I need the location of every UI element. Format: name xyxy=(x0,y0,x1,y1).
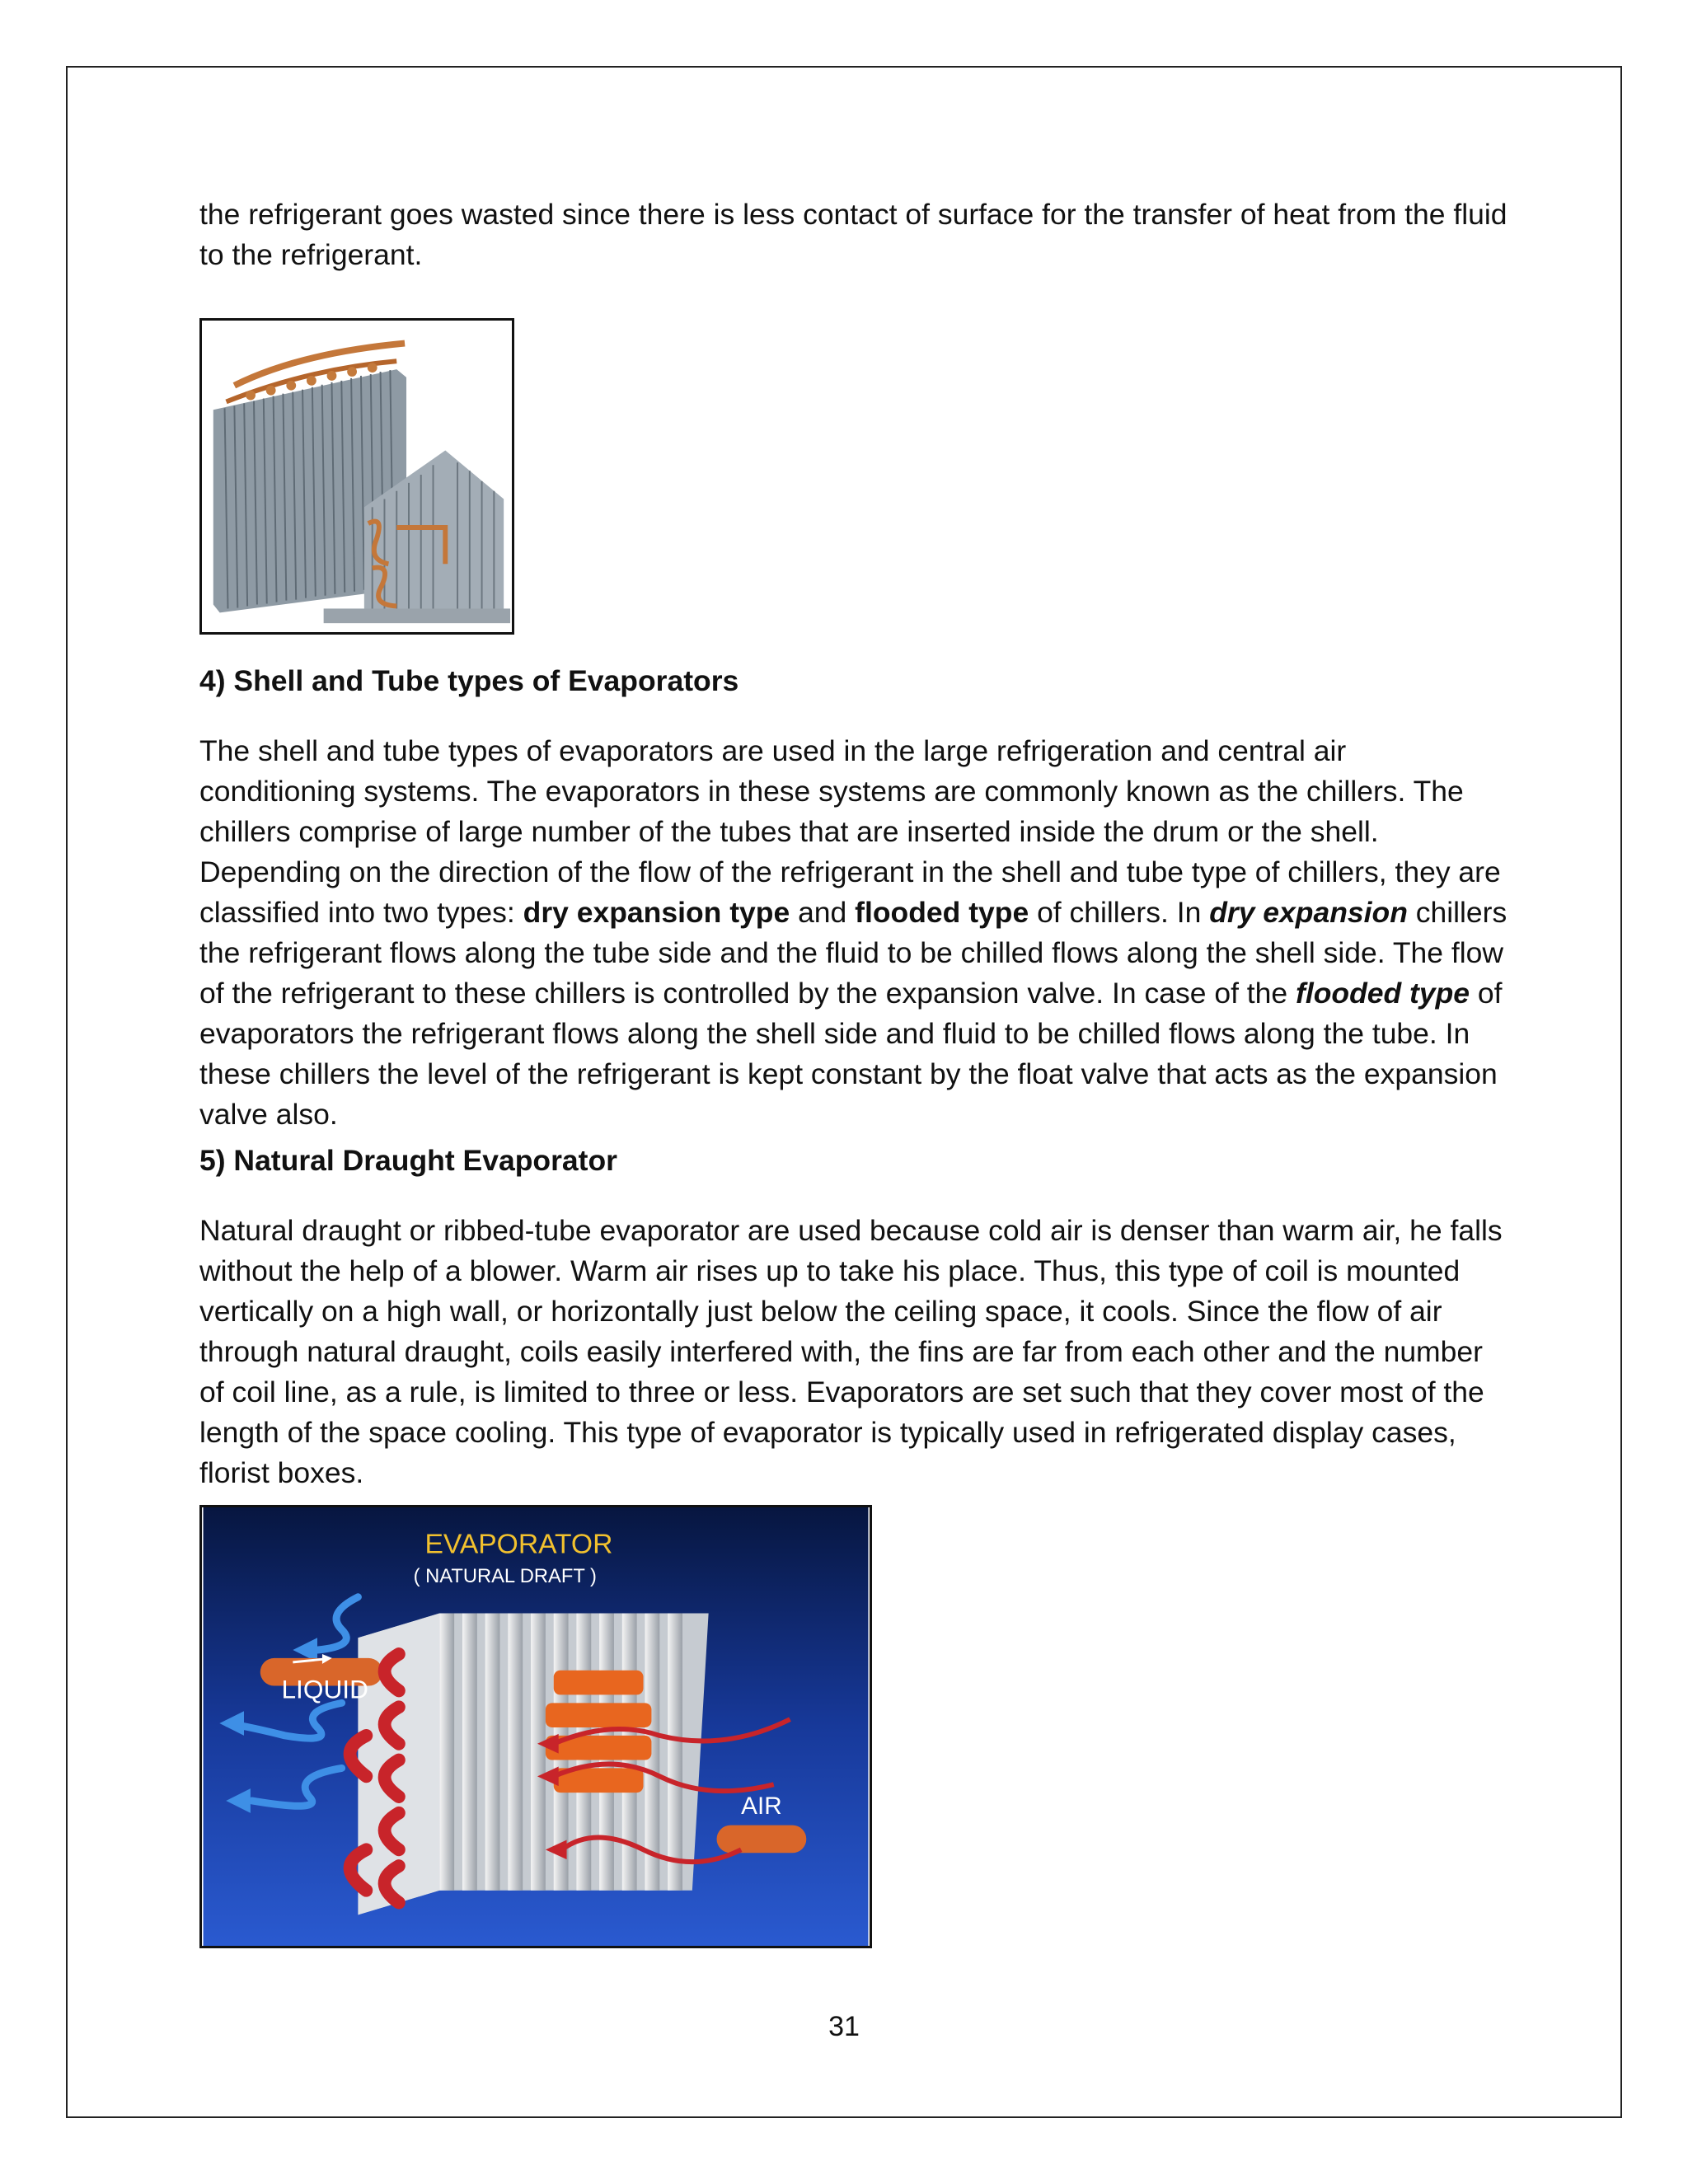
term-dry-expansion: dry expansion xyxy=(1209,895,1408,929)
figure-title: EVAPORATOR xyxy=(424,1529,613,1560)
evaporator-coil-photo xyxy=(199,318,514,635)
section4-text-2: of chillers. In xyxy=(1029,895,1210,929)
section5-heading: 5) Natural Draught Evaporator xyxy=(199,1144,617,1177)
intro-paragraph xyxy=(199,194,1510,275)
section-shell-and-tube xyxy=(199,661,1510,1164)
term-flooded-type: flooded type xyxy=(855,895,1029,929)
section4-text-4: of evaporators the refrigerant flows along the shell side and fluid to be chilled flows along the tube. In these chillers the level of the refrigerant is kept constant by the float valve that acts as the expansion valve also. xyxy=(199,976,1503,1131)
section4-heading: 4) Shell and Tube types of Evaporators xyxy=(199,664,739,697)
section-natural-draught xyxy=(199,1141,1510,1522)
section4-body xyxy=(199,731,1510,1135)
section4-text-1: The shell and tube types of evaporators are used in the large refrigeration and central air conditioning systems. The evaporators in these systems are commonly known as the chillers. The chillers comprise of large number of the tubes that are inserted inside the drum or the shell. Depending on the direction of the flow of the refrigerant in the shell and tube type of chillers, they are classified into two types: xyxy=(199,733,1501,929)
page-number: 31 xyxy=(828,2011,860,2042)
section4-text-3: chillers the refrigerant flows along the tube side and the fluid to be chilled flows along the shell side. The flow of the refrigerant to these chillers is controlled by the expansion valve. In case of the xyxy=(199,895,1507,1010)
term-dry-expansion-type: dry expansion type xyxy=(523,895,790,929)
figure-subtitle: ( NATURAL DRAFT ) xyxy=(413,1565,597,1587)
label-air: AIR xyxy=(741,1792,782,1820)
intro-text: the refrigerant goes wasted since there is less contact of surface for the transfer of heat from the fluid to the refrigerant. xyxy=(199,198,1507,271)
section4-text-and: and xyxy=(790,895,856,929)
natural-draft-evaporator-figure xyxy=(199,1505,872,1948)
label-liquid: LIQUID xyxy=(281,1674,368,1704)
section5-body: Natural draught or ribbed-tube evaporator are used because cold air is denser than warm air, he falls without the help of a blower. Warm air rises up to take his place. Thus, this type of coil is mounted vertically on a high wall, or horizontally just below the ceiling space, it cools. Since the flow of air through natural draught, coils easily interfered with, the fins are far from each other and the number of coil line, as a rule, is limited to three or less. Evaporators are set such that they cover most of the length of the space cooling. This type of evaporator is typically used in refrigerated display cases, florist boxes. xyxy=(199,1213,1503,1489)
term-flooded-type-italic: flooded type xyxy=(1296,976,1470,1010)
